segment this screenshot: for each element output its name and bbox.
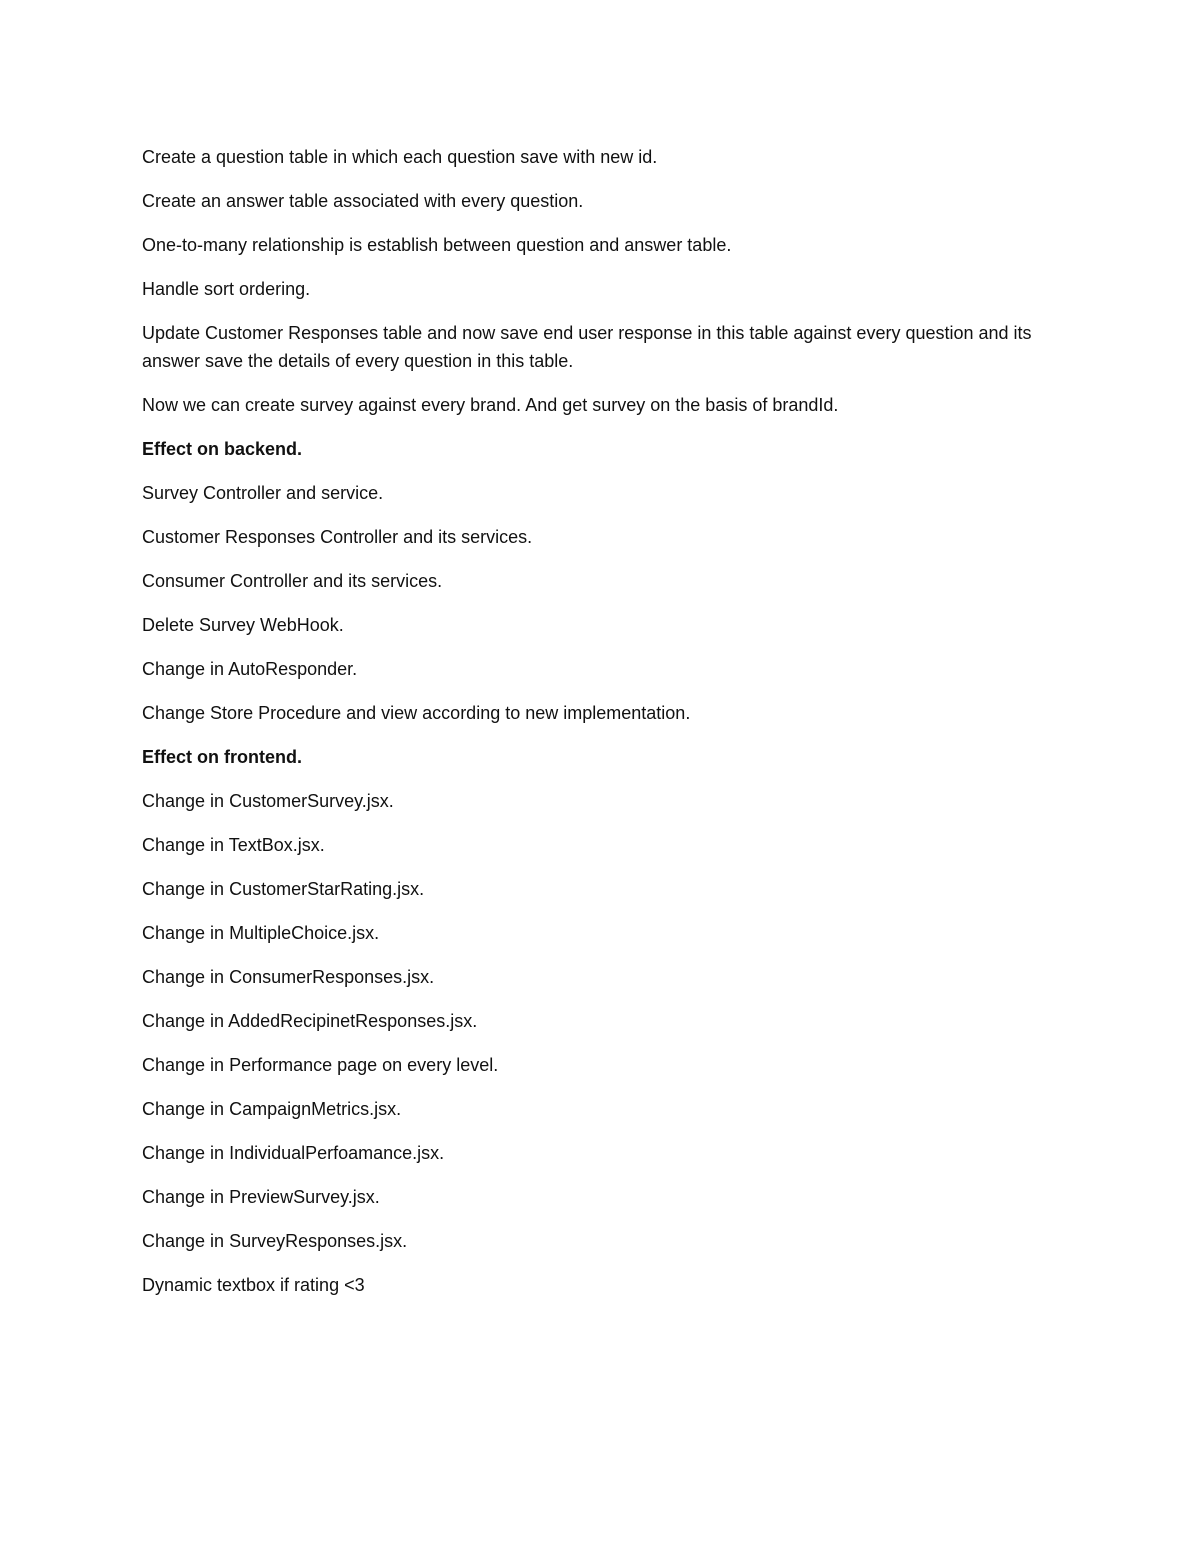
frontend-item: Dynamic textbox if rating <3 [142, 1275, 365, 1295]
frontend-item: Change in MultipleChoice.jsx. [142, 923, 380, 943]
paragraph: Handle sort ordering. [142, 279, 311, 299]
backend-item: Customer Responses Controller and its services. [142, 527, 533, 547]
frontend-item: Change in ConsumerResponses.jsx. [142, 967, 435, 987]
paragraph: One-to-many relationship is establish between question and answer table. [142, 235, 732, 255]
paragraph: Update Customer Responses table and now save end user response in this table against every question and its answer save the details of every question in this table. [142, 323, 1032, 371]
backend-item: Change in AutoResponder. [142, 659, 358, 679]
paragraph: Create an answer table associated with every question. [142, 191, 584, 211]
frontend-item: Change in PreviewSurvey.jsx. [142, 1187, 380, 1207]
frontend-item: Change in CampaignMetrics.jsx. [142, 1099, 402, 1119]
frontend-item: Change in CustomerSurvey.jsx. [142, 791, 394, 811]
frontend-item: Change in IndividualPerfoamance.jsx. [142, 1143, 445, 1163]
frontend-heading: Effect on frontend. [142, 747, 302, 767]
backend-item: Delete Survey WebHook. [142, 615, 344, 635]
backend-heading: Effect on backend. [142, 439, 303, 459]
frontend-item: Change in TextBox.jsx. [142, 835, 325, 855]
backend-item: Survey Controller and service. [142, 483, 384, 503]
document-body [142, 143, 1062, 1315]
backend-item: Consumer Controller and its services. [142, 571, 443, 591]
frontend-item: Change in CustomerStarRating.jsx. [142, 879, 425, 899]
frontend-item: Change in Performance page on every level. [142, 1055, 499, 1075]
paragraph: Create a question table in which each question save with new id. [142, 147, 658, 167]
paragraph: Now we can create survey against every brand. And get survey on the basis of brandId. [142, 395, 839, 415]
frontend-item: Change in SurveyResponses.jsx. [142, 1231, 408, 1251]
frontend-item: Change in AddedRecipinetResponses.jsx. [142, 1011, 478, 1031]
backend-item: Change Store Procedure and view according to new implementation. [142, 703, 691, 723]
